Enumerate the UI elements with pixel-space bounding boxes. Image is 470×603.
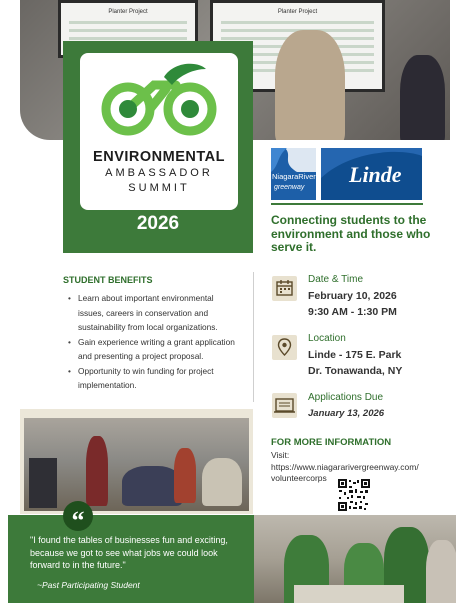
screen-right-title: Planter Project (277, 9, 318, 15)
location-line2: Dr. Tonawanda, NY (308, 365, 403, 377)
benefit-item: • Gain experience writing a grant application and presenting a project proposal. (68, 335, 240, 364)
benefits-list (68, 291, 240, 393)
linde-logo-text: Linde (349, 162, 402, 187)
quote-text: "I found the tables of businesses fun and exciting, because we got to see what jobs we could look forward to in the future." (30, 535, 228, 570)
applications-label: Applications Due (308, 392, 384, 403)
linde-logo (321, 148, 422, 200)
quote-mark-icon: “ (63, 501, 93, 531)
logo-title-line2: AMBASSADOR (105, 167, 213, 179)
location-label: Location (308, 333, 346, 344)
middle-photo-exhibit (20, 409, 253, 514)
student-figure (426, 540, 456, 603)
student-observer (400, 55, 445, 140)
bike-infinity-leaf-icon (94, 59, 224, 149)
display-table (294, 585, 404, 603)
quote-attribution: ~Past Participating Student (37, 580, 140, 590)
benefit-item: • Learn about important environmental issues, careers in conservation and sustainability from local organizations. (68, 291, 240, 335)
tagline: Connecting students to the environment and those who serve it. (271, 213, 431, 254)
more-info-url-line1[interactable]: https://www.niagararivergreenway.com/ (271, 461, 419, 472)
location-pin-icon (272, 335, 297, 360)
calendar-icon (272, 276, 297, 301)
more-info-title: FOR MORE INFORMATION (271, 437, 392, 448)
bottom-photo-students (254, 515, 456, 603)
event-time: 9:30 AM - 1:30 PM (308, 306, 397, 318)
column-divider (253, 272, 254, 402)
river-wave-icon (271, 148, 316, 172)
applications-date: January 13, 2026 (308, 408, 385, 419)
presenter-figure (86, 436, 108, 506)
location-line1: Linde - 175 E. Park (308, 349, 402, 361)
crowd-figure (202, 458, 242, 506)
benefit-item: • Opportunity to win funding for project implementation. (68, 364, 240, 393)
niagara-logo-line1: NiagaraRiver (272, 172, 316, 181)
benefits-title: STUDENT BENEFITS (63, 275, 153, 285)
summit-logo-block (63, 41, 253, 253)
crowd-figure (174, 448, 196, 503)
niagara-logo-line2: greenway (274, 184, 305, 191)
more-info-url-line2[interactable]: volunteercorps (271, 473, 327, 483)
more-info-visit: Visit: (271, 450, 290, 460)
screen-left-title: Planter Project (108, 9, 148, 15)
exhibit-photo (24, 418, 249, 511)
niagara-river-greenway-logo (271, 148, 316, 200)
partner-divider (271, 203, 423, 205)
qr-code[interactable] (338, 479, 370, 511)
summit-logo-card (80, 53, 238, 210)
student-presenter (275, 30, 345, 140)
logo-title-line1: ENVIRONMENTAL (93, 149, 225, 165)
logo-title-line3: SUMMIT (128, 182, 190, 194)
banner-stand (29, 458, 57, 508)
logo-year: 2026 (136, 213, 180, 234)
event-date: February 10, 2026 (308, 290, 397, 302)
date-label: Date & Time (308, 274, 364, 285)
crowd-figure (122, 466, 182, 506)
application-form-icon (272, 393, 297, 418)
